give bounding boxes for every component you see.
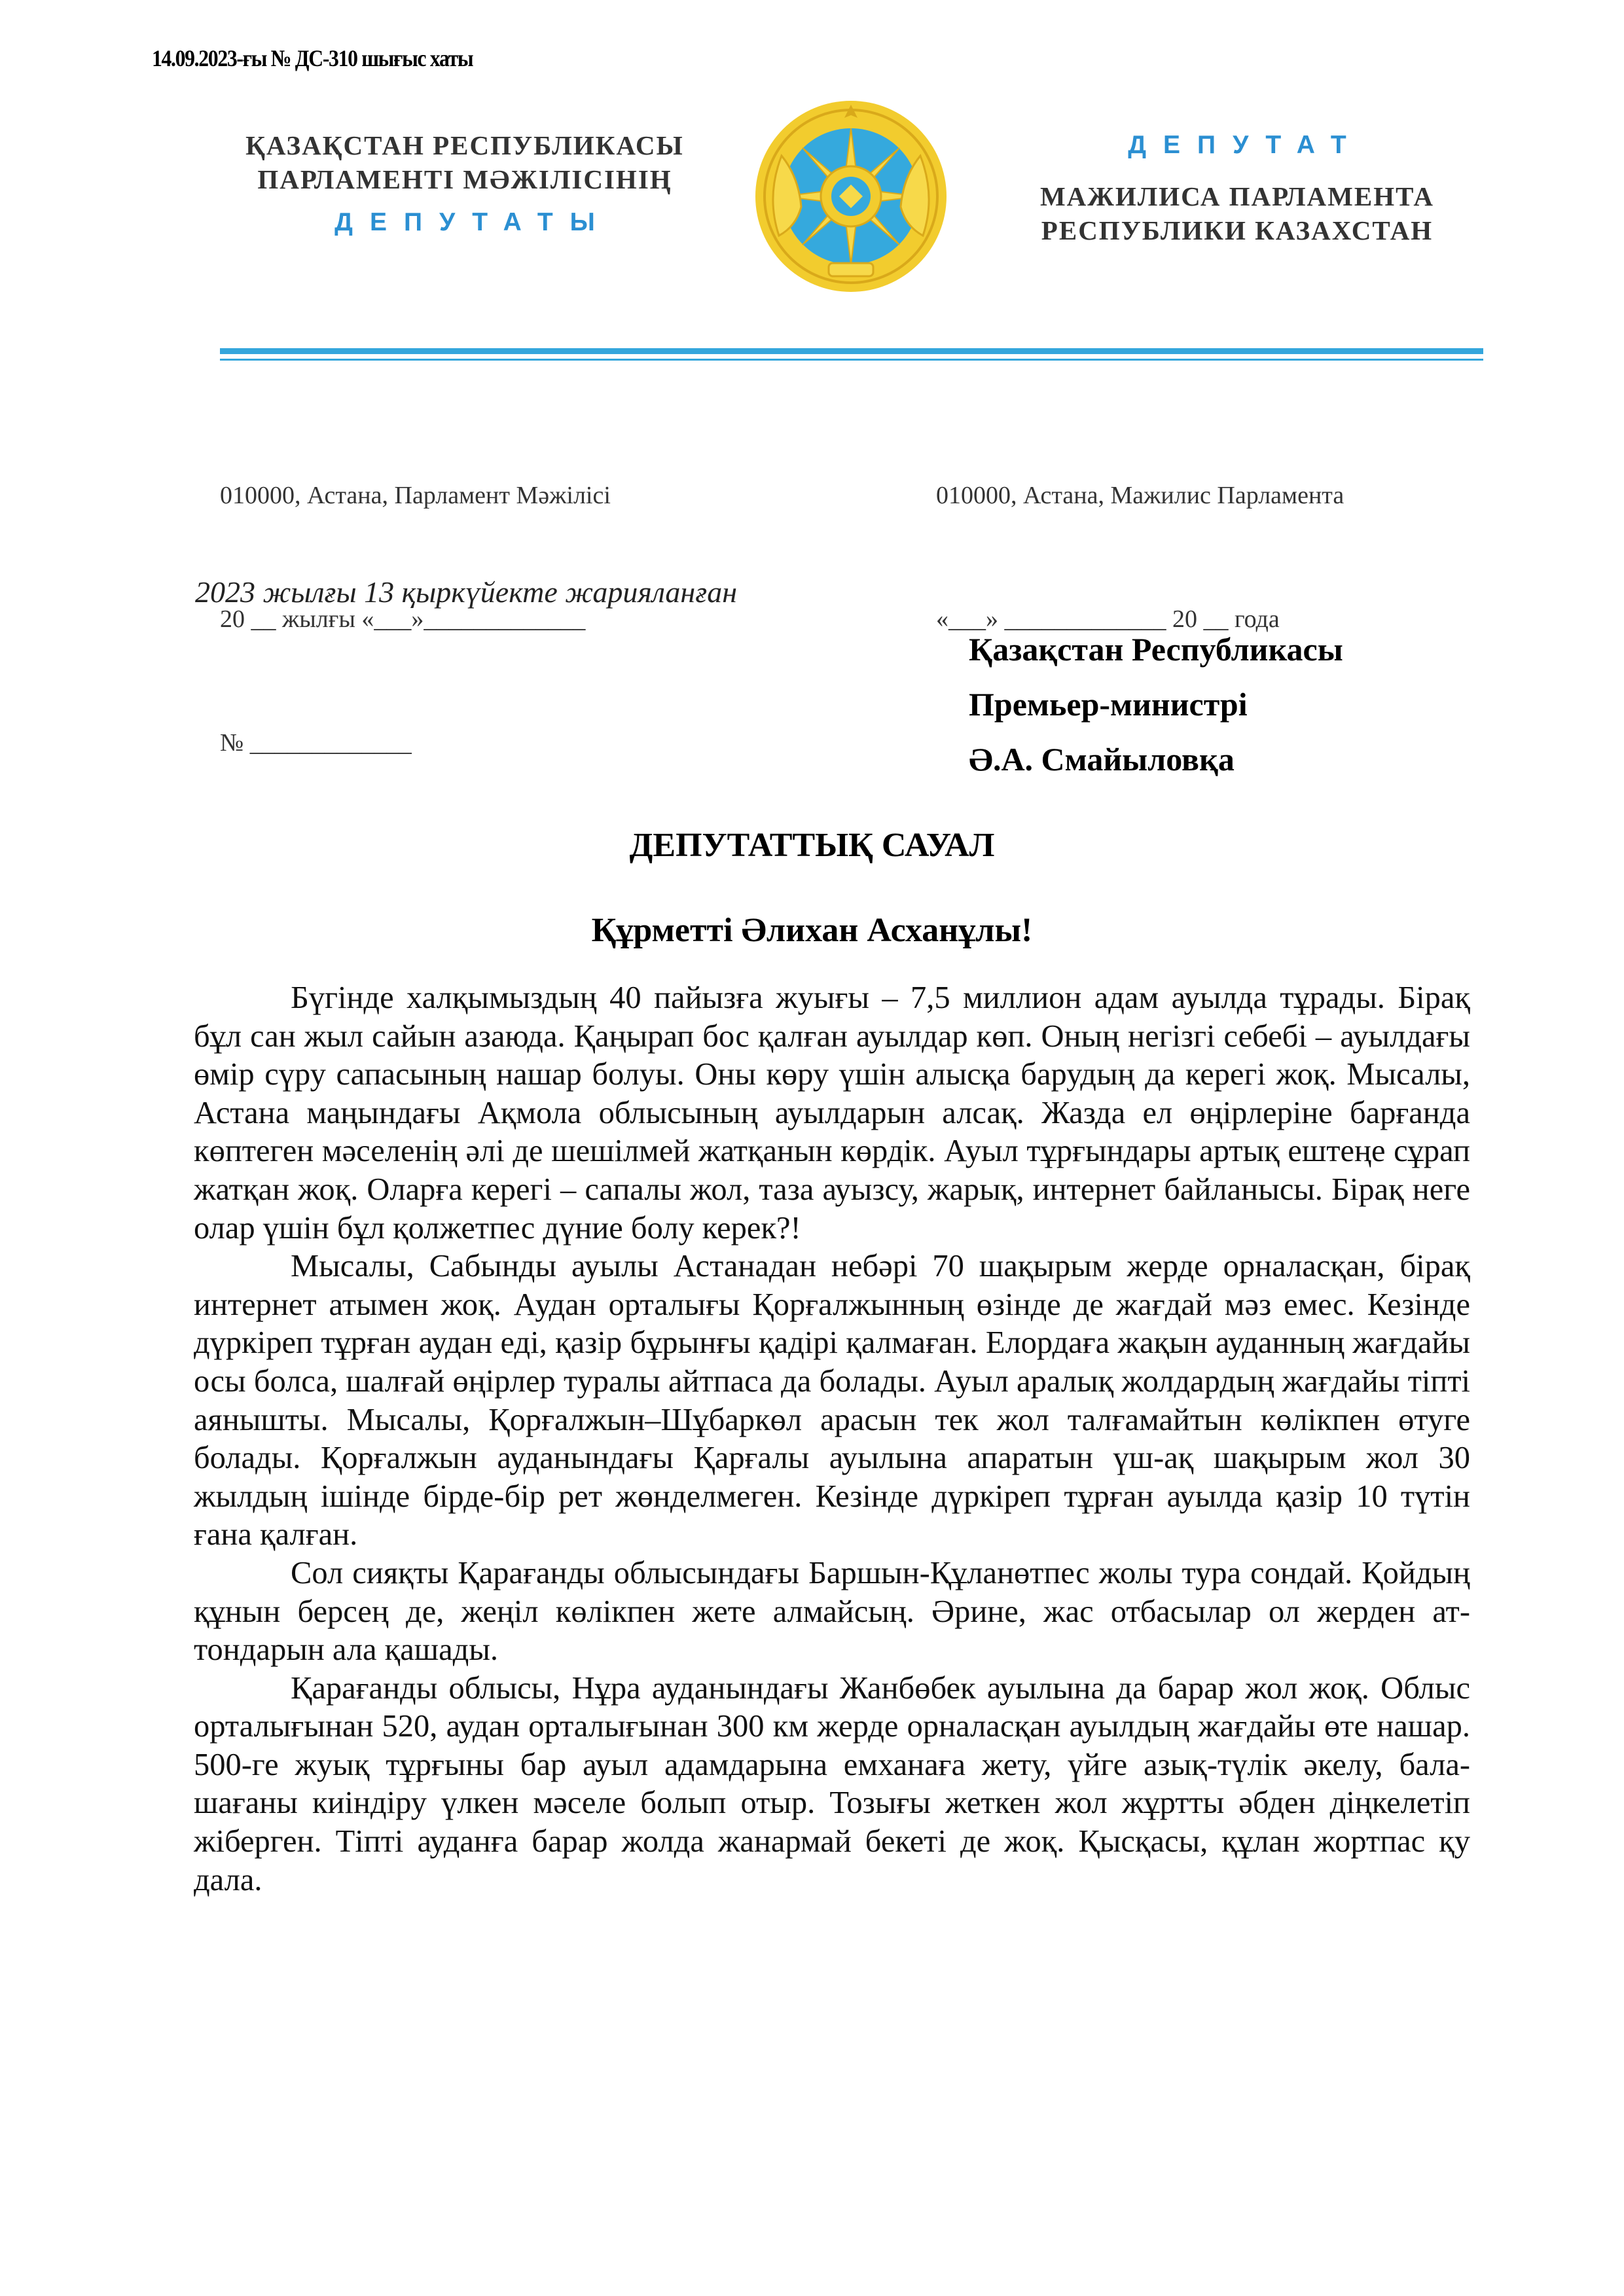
letterhead-ru-line2: МАЖИЛИСА ПАРЛАМЕНТА: [1039, 181, 1434, 211]
address-kz-line1: 010000, Астана, Парламент Мәжілісі: [220, 482, 611, 509]
body-paragraph: Сол сияқты Қарағанды облысындағы Баршын-Құланөтпес жолы тура сондай. Қойдың құнын берсең де, жеңіл көлікпен жете алмайсың. Әрине, жас отбасылар ол жерден ат-тондарын ала қашады.: [194, 1555, 1470, 1668]
recipient-line3: Ә.А. Смайыловқа: [969, 741, 1235, 778]
salutation: Құрметті Әлихан Асханұлы!: [591, 912, 1033, 949]
state-emblem-icon: [753, 98, 949, 295]
address-kz-date: 20 __ жылғы «___»_____________: [220, 605, 586, 633]
body-paragraph: Мысалы, Сабынды ауылы Астанадан небәрі 70 шақырым жерде орналасқан, бірақ интернет атымен жоқ. Аудан орталығы Қорғалжынның өзінде де жағдай мәз емес. Кезінде дүркіреп тұрған аудан еді, қазір бұрынғы қадірі қалмаған. Елордаға жақын ауданның жағдайы осы болса, шалғай өңірлер туралы айтпаса да болады. Ауыл аралық жолдардың жағдайы тіпті аянышты. Мысалы, Қорғалжын–Шұбаркөл арасын тек жол талғамайтын көлікпен өтуге болады. Қорғалжын ауданындағы Қарғалы ауылына апаратын үш-ақ шақырым жол 30 жылдың ішінде бірде-бір рет жөнделмеген. Кезінде дүркіреп тұрған ауылда қазір 10 түтін ғана қалған.: [194, 1249, 1470, 1552]
recipient-line1: Қазақстан Республикасы: [969, 631, 1343, 668]
document-title: ДЕПУТАТТЫҚ САУАЛ: [629, 827, 995, 864]
address-ru-date: «___» _____________ 20 __ года: [936, 605, 1280, 633]
letterhead-kz-line2: ПАРЛАМЕНТІ МӘЖІЛІСІНІҢ: [257, 164, 672, 194]
body-paragraph: Қарағанды облысы, Нұра ауданындағы Жанбөбек ауылына да барар жол жоқ. Облыс орталығынан 520, аудан орталығынан 300 км жерде орналасқан ауылдың жағдайы өте нашар. 500-ге жуық тұрғыны бар ауыл адамдарына емханаға жету, үйге азық-түлік әкелу, бала-шағаны киіндіру үлкен мәселе болып отыр. Тозығы жеткен жол жұртты әбден діңкелетіп жіберген. Тіпті ауданға барар жолда жанармай бекеті де жоқ. Қысқасы, құлан жортпас қу дала.: [194, 1670, 1470, 1897]
header-divider-thick: [220, 348, 1483, 354]
outgoing-letter-stamp: 14.09.2023-ғы № ДС-310 шығыс хаты: [152, 45, 473, 71]
header-divider-thin: [220, 359, 1483, 361]
body-paragraph: Бүгінде халқымыздың 40 пайызға жуығы – 7,5 миллион адам ауылда тұрады. Бірақ бұл сан жыл сайын азаюда. Қаңырап бос қалған ауылдар көп. Оның негізгі себебі – ауылдағы өмір сүру сапасының нашар болуы. Оны көру үшін алысқа барудың да керегі жоқ. Мысалы, Астана маңындағы Ақмола облысының ауылдарын алсақ. Жазда ел өңірлеріне барғанда көптеген мәселенің әлі де шешілмей жатқанын көрдік. Ауыл тұрғындары артық ештеңе сұрап жатқан жоқ. Оларға керегі – сапалы жол, таза ауызсу, жарық, интернет байланысы. Бірақ неге олар үшін бұл қолжетпес дүние болу керек?!: [194, 980, 1470, 1246]
letterhead-kz-deputy: ДЕПУТАТЫ: [334, 208, 612, 236]
address-kz-number: № _____________: [220, 729, 412, 757]
letterhead-kz-line1: ҚАЗАҚСТАН РЕСПУБЛИКАСЫ: [245, 130, 684, 160]
letter-body: [194, 979, 1470, 1899]
letterhead-ru-line3: РЕСПУБЛИКИ КАЗАХСТАН: [1041, 215, 1434, 245]
recipient-line2: Премьер-министрі: [969, 686, 1248, 723]
letterhead-ru: [969, 128, 1506, 247]
letterhead-ru-deputy: ДЕПУТАТ: [1128, 131, 1363, 159]
address-ru-line1: 010000, Астана, Мажилис Парламента: [936, 482, 1344, 509]
letterhead-kz: [216, 128, 713, 240]
recipient-block: [969, 622, 1343, 787]
publication-date: 2023 жылғы 13 қыркүйекте жарияланған: [195, 575, 738, 609]
